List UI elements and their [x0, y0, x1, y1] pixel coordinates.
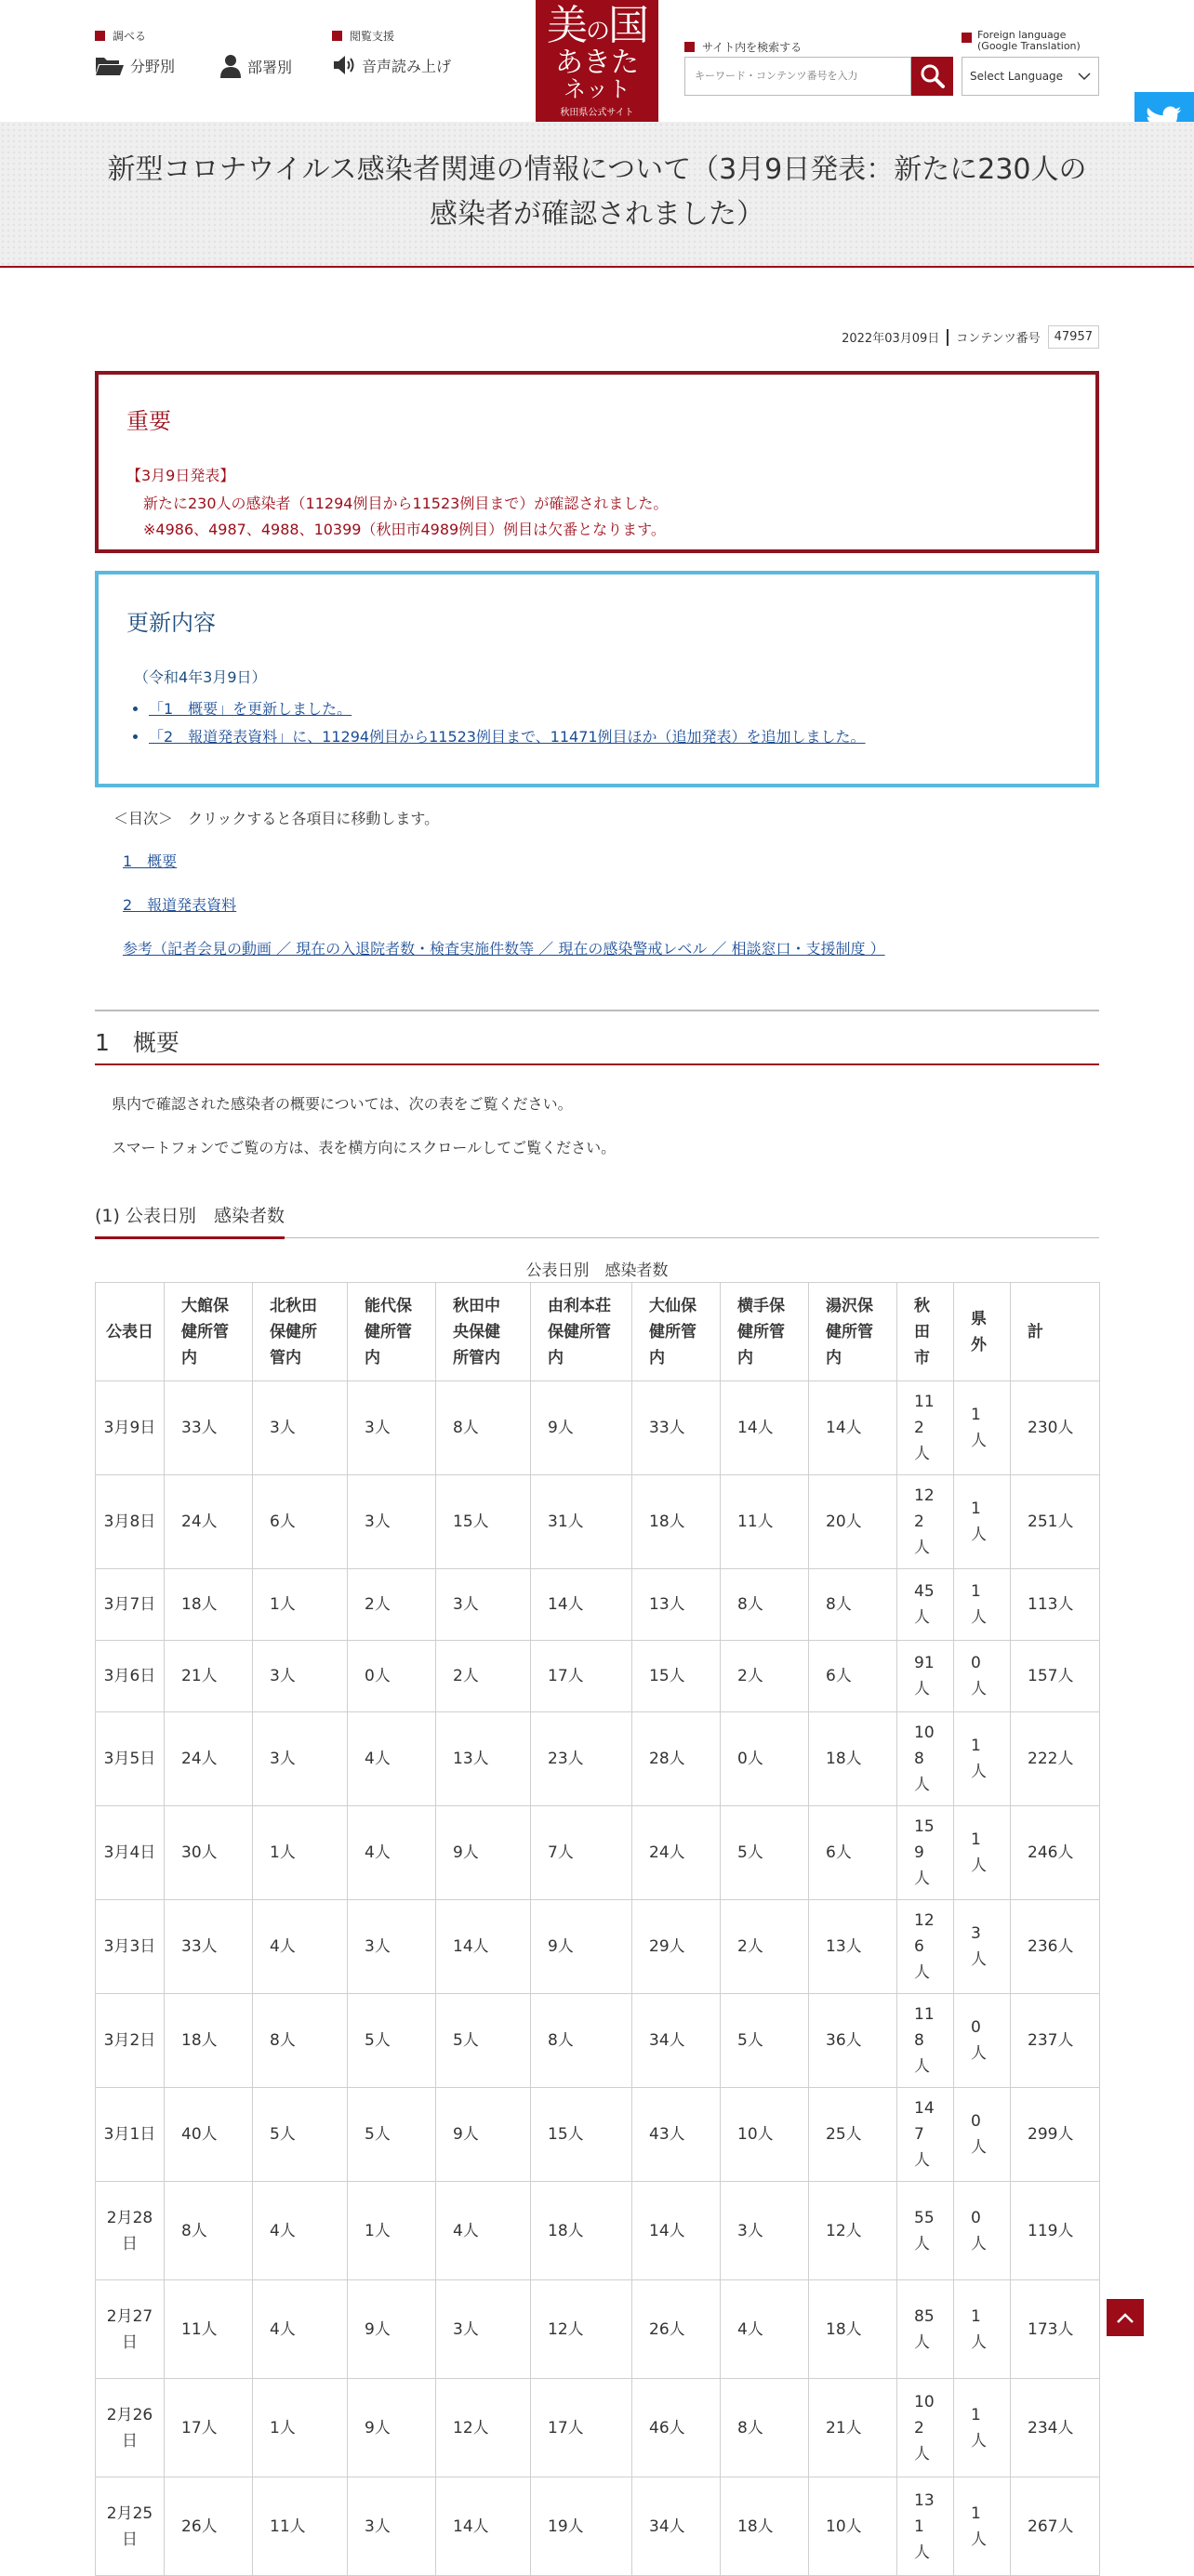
by-department-button[interactable]	[219, 54, 292, 78]
table-cell: 3人	[253, 1712, 348, 1806]
table-cell: 8人	[721, 1569, 809, 1641]
table-cell: 3人	[954, 1900, 1011, 1994]
table-cell: 102人	[897, 2379, 954, 2477]
table-cell: 1人	[954, 2477, 1011, 2576]
table-cell: 9人	[348, 2379, 436, 2477]
update-link-2[interactable]: 「2 報道発表資料」に、11294例目から11523例目まで、11471例目ほか（追加発表）を追加しました。	[149, 728, 866, 746]
table-cell: 12人	[809, 2182, 897, 2280]
table-cell: 11人	[721, 1475, 809, 1569]
speaker-icon	[332, 54, 356, 76]
table-cell: 113人	[1011, 1569, 1100, 1641]
table-cell: 3人	[253, 1381, 348, 1475]
page-title-line2: 感染者が確認されました）	[430, 198, 764, 231]
update-list-item	[149, 695, 866, 723]
table-cell: 18人	[531, 2182, 632, 2280]
table-header: 大館保健所管内	[165, 1283, 253, 1381]
table-cell: 8人	[165, 2182, 253, 2280]
table-cell: 2人	[436, 1641, 531, 1712]
table-cell: 157人	[1011, 1641, 1100, 1712]
table-cell: 1人	[348, 2182, 436, 2280]
page-title-line1: 新型コロナウイルス感染者関連の情報について（3月9日発表：新たに230人の	[107, 153, 1087, 186]
table-cell: 8人	[809, 1569, 897, 1641]
table-cell: 251人	[1011, 1475, 1100, 1569]
table-row	[96, 1641, 1100, 1712]
site-logo[interactable]	[536, 0, 658, 122]
language-select[interactable]	[962, 57, 1099, 96]
table-cell: 18人	[809, 2280, 897, 2379]
language-select-value: Select Language	[970, 70, 1064, 83]
table-cell: 0人	[954, 1994, 1011, 2088]
person-icon	[219, 54, 242, 78]
table-cell: 31人	[531, 1475, 632, 1569]
table-cell: 5人	[253, 2088, 348, 2182]
table-cell: 13人	[436, 1712, 531, 1806]
table-header-row	[96, 1283, 1100, 1381]
important-notice-box	[95, 371, 1099, 553]
table-row	[96, 1994, 1100, 2088]
language-label-2: (Google Translation)	[977, 40, 1081, 52]
table-cell: 4人	[253, 1900, 348, 1994]
table-header: 能代保健所管内	[348, 1283, 436, 1381]
table-cell: 18人	[632, 1475, 721, 1569]
logo-line4: 秋田県公式サイト	[560, 108, 634, 118]
table-cell: 3人	[348, 2477, 436, 2576]
read-aloud-button[interactable]	[332, 54, 451, 76]
table-cell: 4人	[253, 2182, 348, 2280]
table-cell: 4人	[348, 1712, 436, 1806]
table-cell: 1人	[954, 1381, 1011, 1475]
table-cell: 237人	[1011, 1994, 1100, 2088]
search-group-label	[95, 28, 146, 44]
table-cell: 299人	[1011, 2088, 1100, 2182]
publish-date: 2022年03月09日	[842, 332, 940, 346]
logo-line3: ネット	[564, 76, 630, 102]
toc-intro: ＜目次＞ クリックすると各項目に移動します。	[113, 810, 440, 827]
table-cell: 19人	[531, 2477, 632, 2576]
table-cell: 246人	[1011, 1806, 1100, 1900]
table-cell: 9人	[348, 2280, 436, 2379]
update-date: （令和4年3月9日）	[134, 668, 267, 686]
table-cell: 236人	[1011, 1900, 1100, 1994]
table-cell: 108人	[897, 1712, 954, 1806]
table-row	[96, 2280, 1100, 2379]
table-cell: 1人	[253, 1569, 348, 1641]
logo-line1: 美の国	[546, 2, 647, 49]
table-cell: 2月28日	[96, 2182, 165, 2280]
chevron-down-icon	[1078, 72, 1091, 81]
table-header: 由利本荘保健所管内	[531, 1283, 632, 1381]
language-label-1: Foreign language	[977, 29, 1067, 41]
cases-table-wrap[interactable]	[95, 1282, 1099, 2562]
table-cell: 1人	[954, 2379, 1011, 2477]
table-cell: 9人	[436, 1806, 531, 1900]
site-header	[0, 0, 1194, 122]
view-group-label	[332, 28, 394, 44]
table-row	[96, 1475, 1100, 1569]
update-notice-box	[95, 571, 1099, 787]
table-cell: 3月6日	[96, 1641, 165, 1712]
toc-link-overview[interactable]: 1 概要	[123, 852, 178, 870]
table-header: 横手保健所管内	[721, 1283, 809, 1381]
table-row	[96, 2379, 1100, 2477]
table-cell: 3月8日	[96, 1475, 165, 1569]
table-cell: 12人	[531, 2280, 632, 2379]
search-label	[684, 39, 802, 55]
table-cell: 2人	[721, 1900, 809, 1994]
table-cell: 10人	[809, 2477, 897, 2576]
table-cell: 2月27日	[96, 2280, 165, 2379]
table-cell: 33人	[165, 1381, 253, 1475]
folder-icon	[95, 54, 125, 76]
table-cell: 34人	[632, 2477, 721, 2576]
table-header: 県外	[954, 1283, 1011, 1381]
table-cell: 112人	[897, 1381, 954, 1475]
table-cell: 15人	[531, 2088, 632, 2182]
table-header: 計	[1011, 1283, 1100, 1381]
important-line2: 新たに230人の感染者（11294例目から11523例目まで）が確認されました。	[143, 495, 669, 512]
content-number: 47957	[1048, 325, 1099, 349]
table-cell: 147人	[897, 2088, 954, 2182]
search-label-text: サイト内を検索する	[702, 41, 803, 54]
table-cell: 23人	[531, 1712, 632, 1806]
update-list	[126, 695, 866, 751]
table-cell: 24人	[165, 1712, 253, 1806]
table-cell: 4人	[348, 1806, 436, 1900]
table-cell: 0人	[954, 2088, 1011, 2182]
table-cell: 21人	[809, 2379, 897, 2477]
language-label	[962, 30, 1081, 52]
update-list-item	[149, 723, 866, 751]
page-meta	[842, 325, 1099, 349]
table-cell: 0人	[721, 1712, 809, 1806]
subsection-heading	[95, 1205, 1099, 1238]
table-cell: 3人	[348, 1475, 436, 1569]
table-cell: 18人	[809, 1712, 897, 1806]
table-cell: 13人	[809, 1900, 897, 1994]
search-group-label-text: 調べる	[113, 30, 147, 43]
table-cell: 2月25日	[96, 2477, 165, 2576]
update-link-1[interactable]: 「1 概要」を更新しました。	[149, 700, 352, 718]
table-cell: 3人	[436, 1569, 531, 1641]
table-cell: 0人	[348, 1641, 436, 1712]
table-cell: 24人	[632, 1806, 721, 1900]
search-button[interactable]	[911, 57, 953, 96]
table-cell: 173人	[1011, 2280, 1100, 2379]
section-heading-text: 1 概要	[95, 1029, 179, 1056]
table-caption: 公表日別 感染者数	[525, 1262, 669, 1280]
table-cell: 234人	[1011, 2379, 1100, 2477]
table-cell: 2人	[721, 1641, 809, 1712]
table-cell: 25人	[809, 2088, 897, 2182]
table-cell: 5人	[721, 1806, 809, 1900]
table-cell: 45人	[897, 1569, 954, 1641]
table-cell: 1人	[253, 2379, 348, 2477]
table-cell: 131人	[897, 2477, 954, 2576]
table-cell: 122人	[897, 1475, 954, 1569]
table-row	[96, 1900, 1100, 1994]
table-row	[96, 2182, 1100, 2280]
table-cell: 55人	[897, 2182, 954, 2280]
toc-link-press[interactable]: 2 報道発表資料	[123, 896, 237, 914]
section-paragraph-2: スマートフォンでご覧の方は、表を横方向にスクロールしてご覧ください。	[112, 1139, 617, 1156]
page-title	[93, 148, 1101, 237]
table-cell: 18人	[165, 1569, 253, 1641]
search-input[interactable]	[685, 58, 910, 95]
table-cell: 28人	[632, 1712, 721, 1806]
table-header: 北秋田保健所管内	[253, 1283, 348, 1381]
table-cell: 18人	[165, 1994, 253, 2088]
table-cell: 3月7日	[96, 1569, 165, 1641]
table-row	[96, 2477, 1100, 2576]
table-cell: 3月9日	[96, 1381, 165, 1475]
table-cell: 46人	[632, 2379, 721, 2477]
table-cell: 5人	[721, 1994, 809, 2088]
table-cell: 17人	[165, 2379, 253, 2477]
table-cell: 24人	[165, 1475, 253, 1569]
table-cell: 119人	[1011, 2182, 1100, 2280]
by-field-button[interactable]	[95, 54, 175, 76]
table-cell: 1人	[954, 1475, 1011, 1569]
table-cell: 11人	[165, 2280, 253, 2379]
table-cell: 1人	[954, 2280, 1011, 2379]
table-cell: 1人	[954, 1569, 1011, 1641]
table-cell: 230人	[1011, 1381, 1100, 1475]
search-icon	[920, 63, 946, 89]
table-cell: 8人	[721, 2379, 809, 2477]
table-cell: 5人	[348, 1994, 436, 2088]
table-cell: 6人	[253, 1475, 348, 1569]
table-cell: 9人	[531, 1900, 632, 1994]
table-cell: 30人	[165, 1806, 253, 1900]
table-cell: 17人	[531, 1641, 632, 1712]
table-cell: 34人	[632, 1994, 721, 2088]
table-header: 湯沢保健所管内	[809, 1283, 897, 1381]
content-number-label: コンテンツ番号	[956, 332, 1041, 346]
table-row	[96, 1806, 1100, 1900]
table-cell: 8人	[436, 1381, 531, 1475]
table-cell: 14人	[809, 1381, 897, 1475]
table-cell: 1人	[954, 1712, 1011, 1806]
table-cell: 2人	[348, 1569, 436, 1641]
table-cell: 3月1日	[96, 2088, 165, 2182]
table-row	[96, 1569, 1100, 1641]
table-cell: 267人	[1011, 2477, 1100, 2576]
search-field-wrap	[684, 57, 911, 96]
table-cell: 3人	[253, 1641, 348, 1712]
table-row	[96, 2088, 1100, 2182]
table-cell: 85人	[897, 2280, 954, 2379]
table-cell: 17人	[531, 2379, 632, 2477]
table-cell: 43人	[632, 2088, 721, 2182]
table-row	[96, 1712, 1100, 1806]
table-cell: 11人	[253, 2477, 348, 2576]
table-cell: 21人	[165, 1641, 253, 1712]
logo-line2: あきた	[555, 46, 639, 79]
table-cell: 91人	[897, 1641, 954, 1712]
page-title-banner	[0, 122, 1194, 268]
table-cell: 5人	[436, 1994, 531, 2088]
table-cell: 12人	[436, 2379, 531, 2477]
table-cell: 0人	[954, 2182, 1011, 2280]
table-cell: 15人	[632, 1641, 721, 1712]
table-cell: 3人	[348, 1900, 436, 1994]
table-cell: 14人	[531, 1569, 632, 1641]
table-cell: 8人	[531, 1994, 632, 2088]
table-cell: 20人	[809, 1475, 897, 1569]
section-paragraph-1: 県内で確認された感染者の概要については、次の表をご覧ください。	[112, 1095, 573, 1113]
table-cell: 6人	[809, 1641, 897, 1712]
toc-link-reference[interactable]: 参考（記者会見の動画 ／ 現在の入退院者数・検査実施件数等 ／ 現在の感染警戒レベル ／ 相談窓口・支援制度 ）	[123, 940, 885, 958]
table-row	[96, 1381, 1100, 1475]
table-cell: 26人	[632, 2280, 721, 2379]
table-cell: 14人	[721, 1381, 809, 1475]
table-cell: 3人	[721, 2182, 809, 2280]
update-title: 更新内容	[126, 610, 216, 636]
table-cell: 4人	[721, 2280, 809, 2379]
table-cell: 10人	[721, 2088, 809, 2182]
table-cell: 3人	[348, 1381, 436, 1475]
table-cell: 18人	[721, 2477, 809, 2576]
table-cell: 13人	[632, 1569, 721, 1641]
table-cell: 14人	[436, 1900, 531, 1994]
table-cell: 1人	[954, 1806, 1011, 1900]
table-cell: 9人	[531, 1381, 632, 1475]
table-cell: 3月5日	[96, 1712, 165, 1806]
table-cell: 2月26日	[96, 2379, 165, 2477]
chevron-up-icon	[1116, 2311, 1134, 2324]
read-aloud-label: 音声読み上げ	[362, 57, 452, 75]
table-header: 公表日	[96, 1283, 165, 1381]
table-header: 大仙保健所管内	[632, 1283, 721, 1381]
table-cell: 9人	[436, 2088, 531, 2182]
table-cell: 15人	[436, 1475, 531, 1569]
table-cell: 7人	[531, 1806, 632, 1900]
table-cell: 29人	[632, 1900, 721, 1994]
important-line1: 【3月9日発表】	[126, 467, 235, 484]
table-cell: 4人	[253, 2280, 348, 2379]
table-cell: 14人	[632, 2182, 721, 2280]
by-field-label: 分野別	[130, 57, 176, 75]
important-line3: ※4986、4987、4988、10399（秋田市4989例目）例目は欠番となります。	[143, 521, 666, 538]
table-header: 秋田中央保健所管内	[436, 1283, 531, 1381]
table-cell: 5人	[348, 2088, 436, 2182]
table-cell: 14人	[436, 2477, 531, 2576]
table-cell: 33人	[632, 1381, 721, 1475]
table-cell: 8人	[253, 1994, 348, 2088]
table-cell: 6人	[809, 1806, 897, 1900]
subsection-heading-text: (1) 公表日別 感染者数	[95, 1205, 285, 1239]
table-cell: 118人	[897, 1994, 954, 2088]
table-cell: 3月2日	[96, 1994, 165, 2088]
table-cell: 26人	[165, 2477, 253, 2576]
table-header: 秋田市	[897, 1283, 954, 1381]
table-body	[96, 1381, 1100, 2576]
important-title: 重要	[126, 408, 171, 434]
table-cell: 33人	[165, 1900, 253, 1994]
table-cell: 3月4日	[96, 1806, 165, 1900]
table-cell: 0人	[954, 1641, 1011, 1712]
table-cell: 3月3日	[96, 1900, 165, 1994]
table-cell: 159人	[897, 1806, 954, 1900]
table-cell: 3人	[436, 2280, 531, 2379]
table-cell: 4人	[436, 2182, 531, 2280]
table-cell: 36人	[809, 1994, 897, 2088]
section-heading-overview	[95, 1010, 1099, 1065]
table-cell: 1人	[253, 1806, 348, 1900]
view-group-label-text: 閲覧支援	[350, 30, 395, 43]
page-top-button[interactable]	[1107, 2299, 1144, 2336]
table-cell: 40人	[165, 2088, 253, 2182]
table-cell: 126人	[897, 1900, 954, 1994]
cases-table	[95, 1282, 1100, 2576]
table-cell: 222人	[1011, 1712, 1100, 1806]
by-department-label: 部署別	[247, 58, 293, 76]
